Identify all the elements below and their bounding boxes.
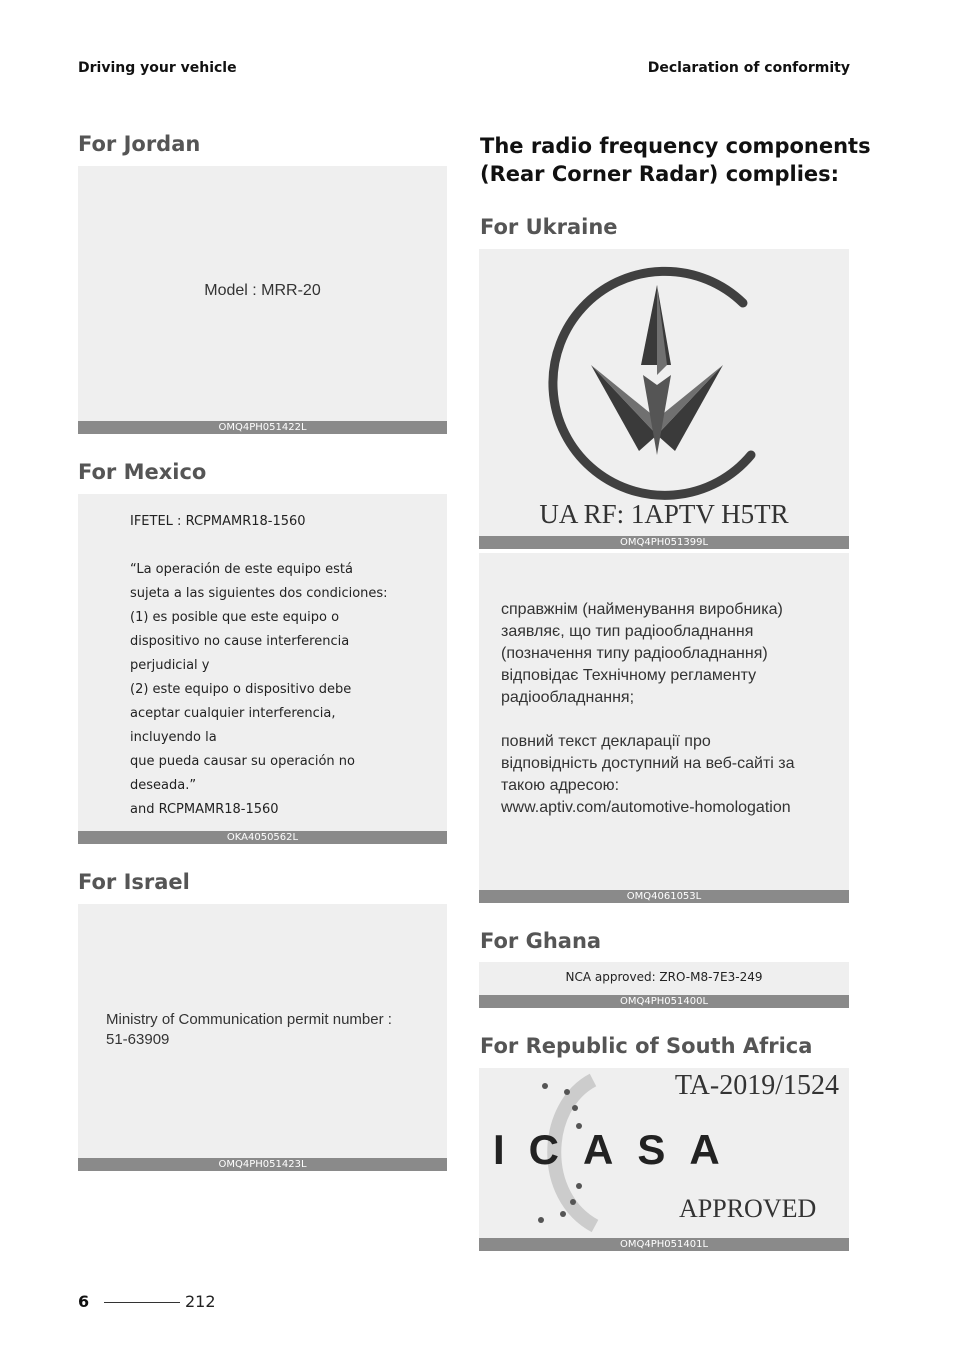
mexico-text-block [130,510,388,822]
ukraine-line: відповідає Технічному регламенту [501,667,757,684]
ukraine-line: такою адресою: [501,777,620,794]
heading-mexico: For Mexico [78,460,207,484]
figure-ghana [479,962,849,1008]
figure-ukraine-mark [479,249,849,549]
ukraine-line: www.aptiv.com/automotive-homologation [501,799,791,816]
ukraine-line [501,709,795,731]
israel-line: 51-63909 [106,1031,170,1048]
heading-israel: For Israel [78,870,190,894]
mexico-line: IFETEL : RCPMAMR18-1560 [130,514,306,529]
figure-caption: OMQ4PH051401L [479,1238,849,1251]
icasa-approved-text: APPROVED [679,1194,817,1223]
mexico-line: perjudicial y [130,658,210,673]
mexico-line: incluyendo la [130,730,217,745]
mexico-line: and RCPMAMR18-1560 [130,802,279,817]
figure-israel [78,904,447,1171]
figure-caption: OMQ4PH051399L [479,536,849,549]
mexico-line: dispositivo no cause interferencia [130,634,350,649]
israel-text-block [106,1010,392,1050]
ukraine-mark-text: UA RF: 1APTV H5TR [539,499,789,529]
footer-rule [104,1302,180,1303]
figure-ukraine-declaration [479,553,849,903]
section-title-line: (Rear Corner Radar) complies: [480,162,840,186]
heading-jordan: For Jordan [78,132,201,156]
icasa-logo-letters: ICASA [493,1126,744,1173]
heading-south-africa: For Republic of South Africa [480,1034,813,1058]
running-header-left: Driving your vehicle [78,60,237,76]
section-title [480,132,871,188]
figure-caption: OMQ4PH051423L [78,1158,447,1171]
ukraine-line: відповідність доступний на веб-сайті за [501,755,795,772]
mexico-line: (2) este equipo o dispositivo debe [130,682,352,697]
figure-caption: OMQ4061053L [479,890,849,903]
ukraine-line: заявляє, що тип радіообладнання [501,623,754,640]
mexico-line: sujeta a las siguientes dos condiciones: [130,586,388,601]
figure-jordan [78,166,447,434]
figure-caption: OMQ4PH051400L [479,995,849,1008]
ukraine-line: справжнім (найменування виробника) [501,601,783,618]
mexico-line [130,534,388,558]
ghana-approval-text: NCA approved: ZRO-M8-7E3-249 [565,970,763,984]
page-number: 212 [185,1292,216,1311]
chapter-number: 6 [78,1292,90,1311]
running-header-right: Declaration of conformity [647,60,850,76]
jordan-model-text: Model : MRR-20 [204,282,321,299]
section-title-line: The radio frequency components [480,134,871,158]
figure-caption: OKA4050562L [78,831,447,844]
ukraine-conformity-mark-icon [531,255,791,503]
ukraine-line: радіообладнання; [501,689,635,706]
mexico-line: (1) es posible que este equipo o [130,610,340,625]
israel-line: Ministry of Communication permit number : [106,1011,392,1028]
heading-ghana: For Ghana [480,929,602,953]
mexico-line: “La operación de este equipo está [130,562,353,577]
figure-mexico [78,494,447,844]
mexico-line: aceptar cualquier interferencia, [130,706,336,721]
ukraine-line: повний текст декларації про [501,733,711,750]
heading-ukraine: For Ukraine [480,215,618,239]
icasa-ta-number: TA-2019/1524 [674,1070,839,1101]
mexico-line: que pueda causar su operación no [130,754,355,769]
figure-caption: OMQ4PH051422L [78,421,447,434]
mexico-line: deseada.” [130,778,197,793]
ukraine-declaration-text [501,599,795,819]
figure-south-africa [479,1068,849,1251]
ukraine-line: (позначення типу радіообладнання) [501,645,768,662]
